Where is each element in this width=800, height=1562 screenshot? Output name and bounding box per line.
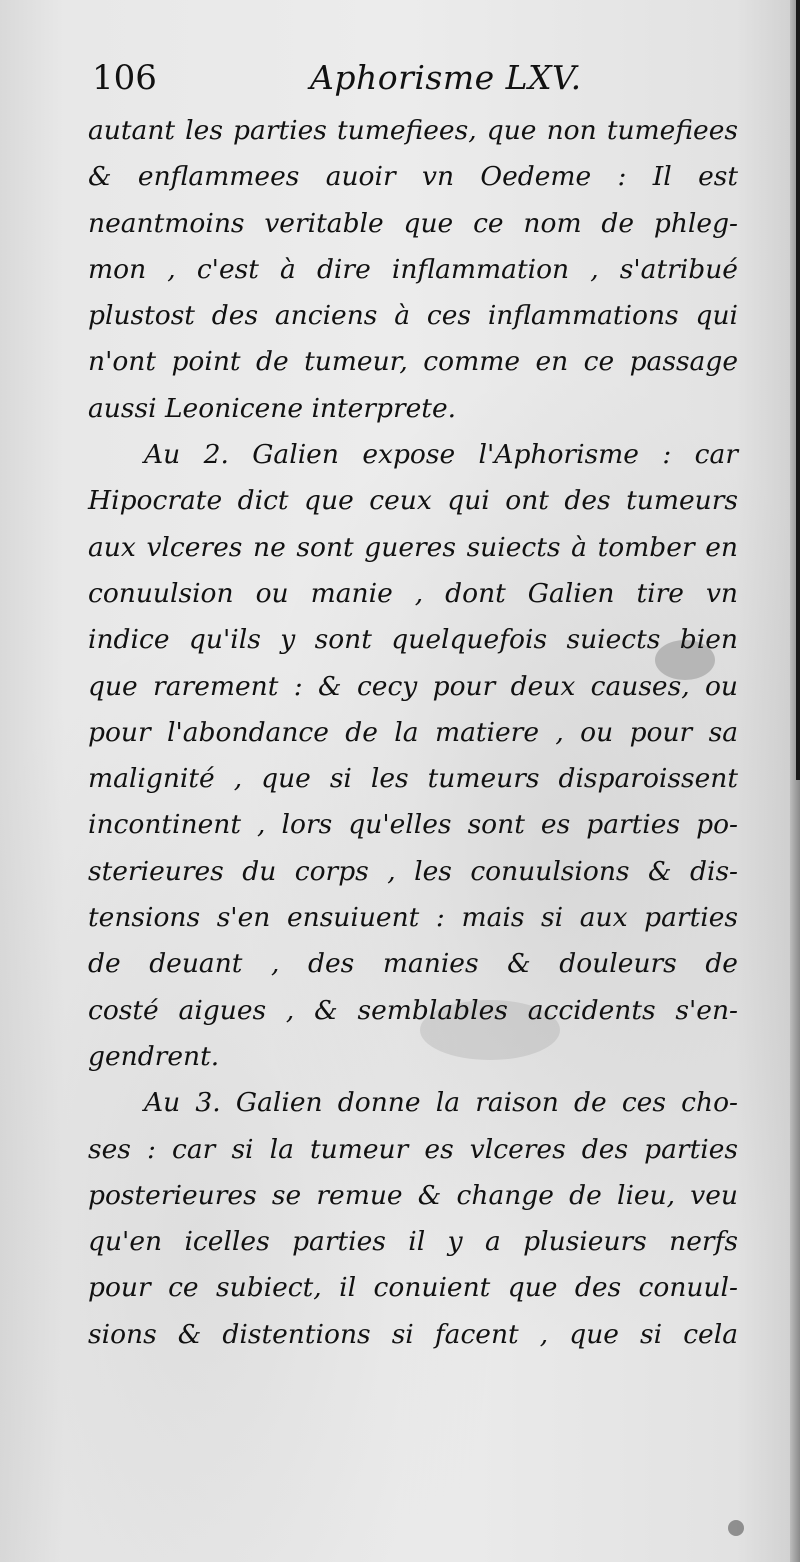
body-text (88, 108, 738, 1358)
text-line: n'ont point de tumeur, comme en ce passage (88, 346, 738, 378)
text-line: ses : car si la tumeur es vlceres des parties (88, 1133, 738, 1165)
running-head: Aphorisme LXV. (310, 58, 582, 97)
text-line: que rarement : & cecy pour deux causes, ou (88, 670, 738, 702)
text-line: autant les parties tumefiees, que non tumefiees (88, 115, 738, 146)
paragraph (88, 1080, 738, 1358)
text-line: aussi Leonicene interprete. (88, 392, 457, 424)
binding-shadow (796, 0, 800, 780)
paragraph (88, 108, 738, 432)
page-header (92, 58, 732, 98)
text-line: gendrent. (88, 1040, 220, 1072)
text-line: qu'en icelles parties il y a plusieurs nerfs (88, 1226, 738, 1258)
text-line: sions & distentions si facent , que si cela (88, 1318, 738, 1350)
text-line: Au 3. Galien donne la raison de ces cho- (144, 1087, 738, 1119)
text-line: aux vlceres ne sont gueres suiects à tomber en (88, 531, 738, 563)
text-line: de deuant , des manies & douleurs de (88, 948, 738, 980)
page-number: 106 (92, 58, 157, 98)
text-line: pour l'abondance de la matiere , ou pour sa (88, 716, 738, 748)
text-line: pour ce subiect, il conuient que des conuul- (88, 1272, 738, 1304)
text-line: tensions s'en ensuiuent : mais si aux parties (88, 902, 738, 934)
text-line: conuulsion ou manie , dont Galien tire vn (88, 577, 738, 609)
text-line: incontinent , lors qu'elles sont es parties po- (88, 809, 738, 841)
text-line: sterieures du corps , les conuulsions & dis- (88, 855, 738, 887)
text-line: indice qu'ils y sont quelquefois suiects bien (88, 624, 738, 656)
text-line: mon , c'est à dire inflammation , s'atribué (88, 253, 738, 285)
text-line: Au 2. Galien expose l'Aphorisme : car (144, 439, 738, 471)
paragraph (88, 432, 738, 1080)
text-line: neantmoins veritable que ce nom de phleg- (88, 207, 738, 239)
text-line: costé aigues , & semblables accidents s'en- (88, 994, 738, 1026)
text-line: malignité , que si les tumeurs disparoissent (88, 763, 738, 795)
text-line: posterieures se remue & change de lieu, veu (88, 1179, 738, 1211)
text-line: Hipocrate dict que ceux qui ont des tumeurs (88, 485, 738, 517)
text-line: & enflammees auoir vn Oedeme : Il est (88, 161, 738, 193)
ink-stain (728, 1520, 744, 1536)
text-line: plustost des anciens à ces inflammations qui (88, 300, 738, 332)
